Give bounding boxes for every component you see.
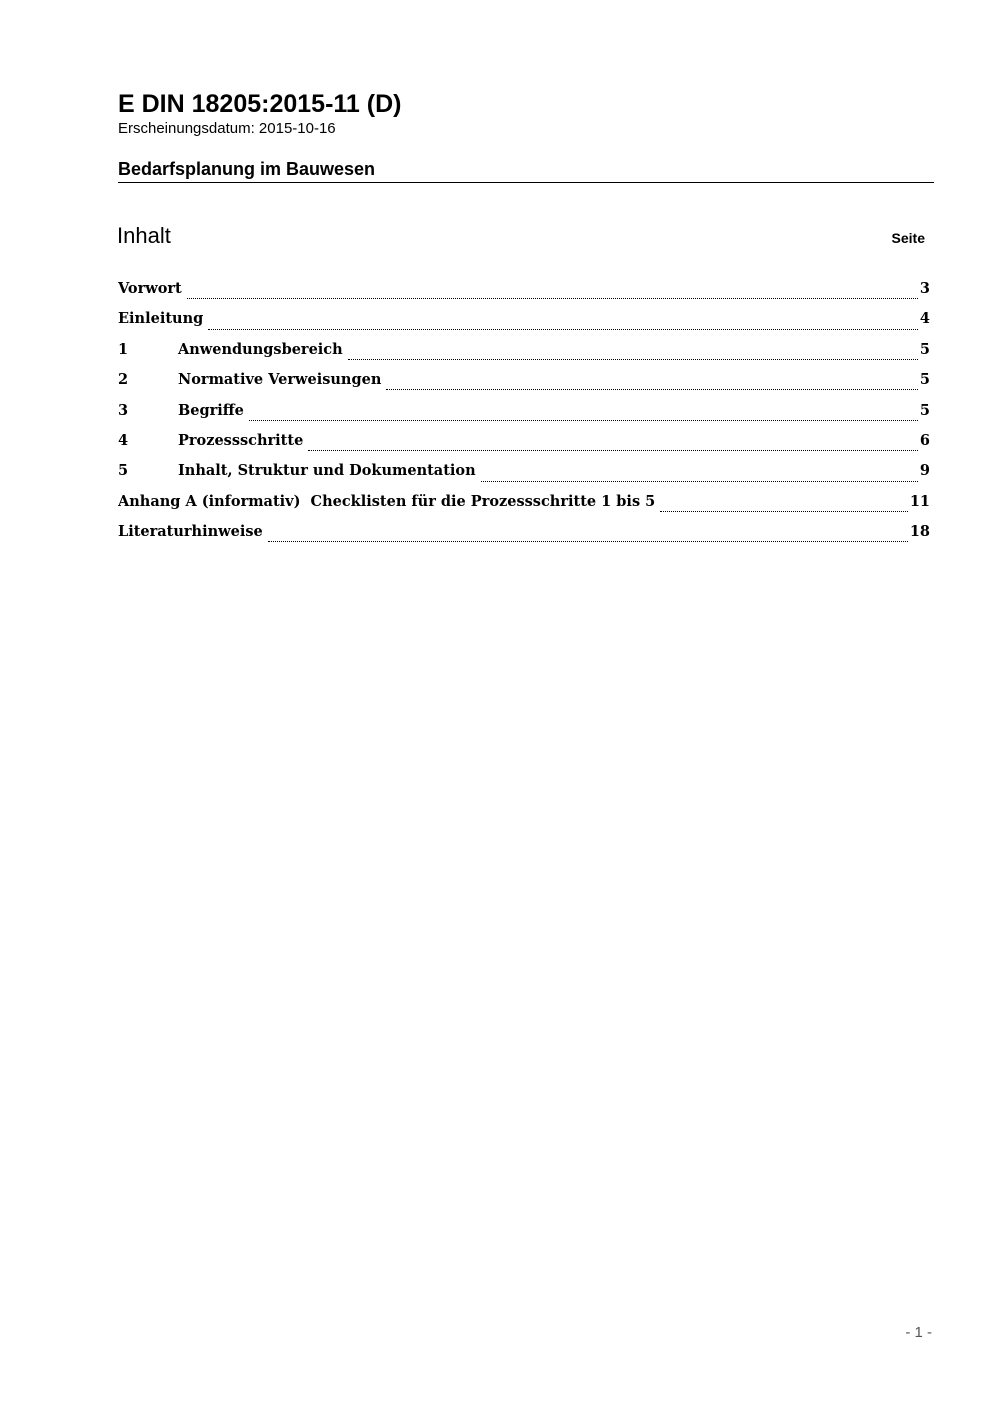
toc-entry-label: Anhang A (informativ) Checklisten für die Prozessschritte 1 bis 5 [118, 492, 656, 510]
toc-entry-vorwort[interactable] [118, 278, 930, 308]
toc-entry-number: 5 [118, 462, 129, 480]
toc-entry-inhalt-struktur-dokumentation[interactable] [118, 460, 930, 490]
toc-entry-page: 6 [919, 431, 930, 449]
toc-leader-dots [348, 358, 918, 360]
toc-heading: Inhalt [117, 223, 171, 248]
toc-leader-dots [386, 388, 918, 390]
publication-date: Erscheinungsdatum: 2015-10-16 [118, 120, 336, 137]
toc-leader-dots [660, 510, 908, 512]
toc-entry-begriffe[interactable] [118, 400, 930, 430]
toc-leader-dots [249, 419, 918, 421]
toc-entry-page: 9 [919, 462, 930, 480]
toc-entry-anwendungsbereich[interactable] [118, 339, 930, 369]
toc-entry-einleitung[interactable] [118, 308, 930, 338]
toc-entry-number: 2 [118, 371, 129, 389]
toc-leader-dots [308, 449, 918, 451]
toc-entry-normative-verweisungen[interactable] [118, 369, 930, 399]
toc-entry-page: 5 [919, 340, 930, 358]
toc-leader-dots [187, 297, 918, 299]
toc-page-column-label: Seite [891, 230, 925, 246]
table-of-contents [118, 278, 930, 552]
toc-entry-anhang-a[interactable] [118, 491, 930, 521]
toc-entry-page: 4 [919, 310, 930, 328]
page-number: - 1 - [905, 1324, 932, 1341]
toc-leader-dots [208, 328, 918, 330]
toc-entry-page: 5 [919, 401, 930, 419]
toc-entry-label: Normative Verweisungen [178, 371, 382, 389]
document-id: E DIN 18205:2015-11 (D) [118, 90, 402, 118]
title-divider [118, 182, 934, 183]
toc-entry-number: 1 [118, 340, 129, 358]
toc-entry-page: 18 [909, 523, 930, 541]
toc-leader-dots [268, 540, 908, 542]
toc-entry-page: 5 [919, 371, 930, 389]
toc-entry-literaturhinweise[interactable] [118, 521, 930, 551]
toc-entry-prozessschritte[interactable] [118, 430, 930, 460]
toc-leader-dots [481, 480, 918, 482]
toc-entry-label: Inhalt, Struktur und Dokumentation [178, 462, 476, 480]
toc-entry-number: 4 [118, 431, 129, 449]
toc-entry-label: Vorwort [118, 280, 182, 297]
toc-entry-label: Anwendungsbereich [178, 340, 343, 358]
document-header [118, 88, 934, 179]
toc-entry-page: 11 [909, 492, 930, 510]
document-title: Bedarfsplanung im Bauwesen [118, 159, 376, 179]
toc-entry-page: 3 [919, 280, 930, 297]
toc-entry-label: Begriffe [178, 401, 244, 419]
toc-entry-label: Einleitung [118, 310, 204, 328]
toc-entry-number: 3 [118, 401, 129, 419]
toc-entry-label: Prozessschritte [178, 431, 304, 449]
toc-entry-label: Literaturhinweise [118, 523, 263, 541]
